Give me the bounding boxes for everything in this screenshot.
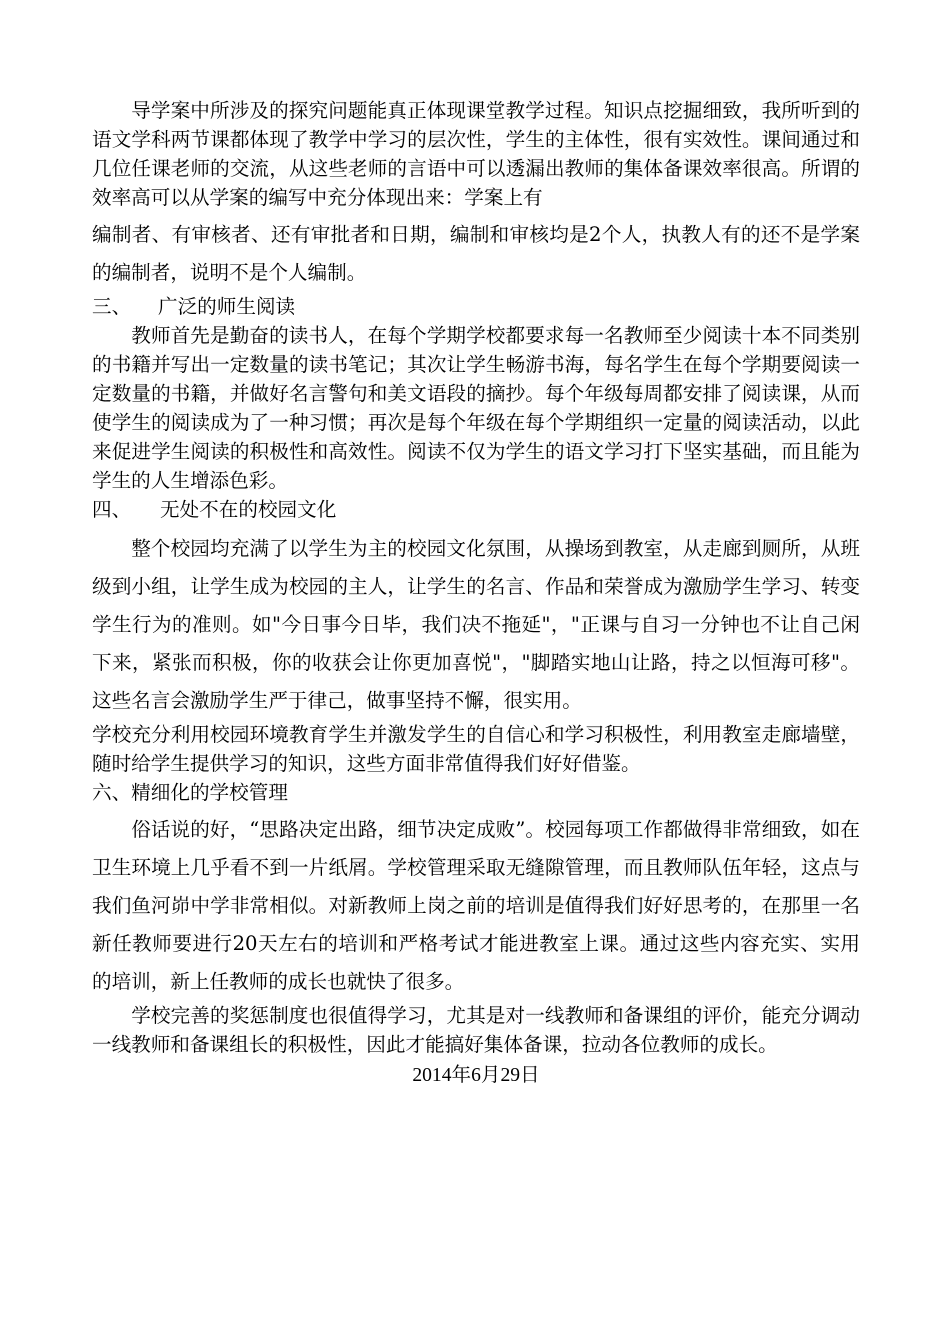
heading-section-6: 六、精细化的学校管理 — [92, 781, 288, 804]
paragraph-school-management: 俗话说的好，“思路决定出路，细节决定成败”。校园每项工作都做得非常细致，如在卫生环境上几乎看不到一片纸屑。学校管理采取无缝隙管理，而且教师队伍年轻，这点与我们鱼河峁中学非常相似。对新教师上岗之前的培训是值得我们好好思考的，在那里一名新任教师要进行20天左右的培训和严格考试才能进教室上课。通过这些内容充实、实用的培训，新上任教师的成长也就快了很多。 — [92, 818, 860, 993]
paragraph-teaching-plan-cont: 编制者、有审核者、还有审批者和日期，编制和审核均是2个人，执教人有的还不是学案的编制者，说明不是个人编制。 — [92, 223, 860, 284]
paragraph-teaching-plan-part1: 导学案中所涉及的探究问题能真正体现课堂教学过程。知识点挖掘细致，我所听到的语文学科两节课都体现了教学中学习的层次性，学生的主体性，很有实效性。课间通过和几位任课老师的交流，从这些老师的言语中可以透漏出教师的集体备课效率很高。所谓的效率高可以从学案的编写中充分体现出来：学案上有 — [92, 99, 860, 209]
document-page — [92, 96, 860, 1091]
heading-section-4-number: 四、 — [92, 498, 132, 521]
paragraph-campus-environment: 学校充分利用校园环境教育学生并激发学生的自信心和学习积极性，利用教室走廊墙壁，随时给学生提供学习的知识，这些方面非常值得我们好好借鉴。 — [92, 723, 860, 775]
paragraph-reading: 教师首先是勤奋的读书人，在每个学期学校都要求每一名教师至少阅读十本不同类别的书籍并写出一定数量的读书笔记；其次让学生畅游书海，每名学生在每个学期要阅读一定数量的书籍，并做好名言警句和美文语段的摘抄。每个年级每周都安排了阅读课，从而使学生的阅读成为了一种习惯；再次是每个年级在每个学期组织一定量的阅读活动，以此来促进学生阅读的积极性和高效性。阅读不仅为学生的语文学习打下坚实基础，而且能为学生的人生增添色彩。 — [92, 324, 860, 492]
heading-section-4-title: 无处不在的校园文化 — [160, 498, 337, 521]
heading-section-3 — [92, 292, 860, 321]
heading-section-3-title: 广泛的师生阅读 — [158, 295, 296, 318]
document-date: 2014年6月29日 — [412, 1065, 540, 1086]
paragraph-teaching-plan — [92, 96, 860, 212]
heading-section-4 — [92, 495, 860, 524]
paragraph-reward-system: 学校完善的奖惩制度也很值得学习，尤其是对一线教师和备课组的评价，能充分调动一线教师和备课组长的积极性，因此才能搞好集体备课，拉动各位教师的成长。 — [92, 1004, 860, 1056]
paragraph-campus-culture: 整个校园均充满了以学生为主的校园文化氛围，从操场到教室，从走廊到厕所，从班级到小组，让学生成为校园的主人，让学生的名言、作品和荣誉成为激励学生学习、转变学生行为的准则。如"今日事今日毕，我们决不拖延"，"正课与自习一分钟也不让自己闲下来，紧张而积极，你的收获会让你更加喜悦"，"脚踏实地山让路，持之以恒海可移"。这些名言会激励学生严于律己，做事坚持不懈，很实用。 — [92, 537, 860, 712]
heading-section-3-number: 三、 — [92, 295, 132, 318]
